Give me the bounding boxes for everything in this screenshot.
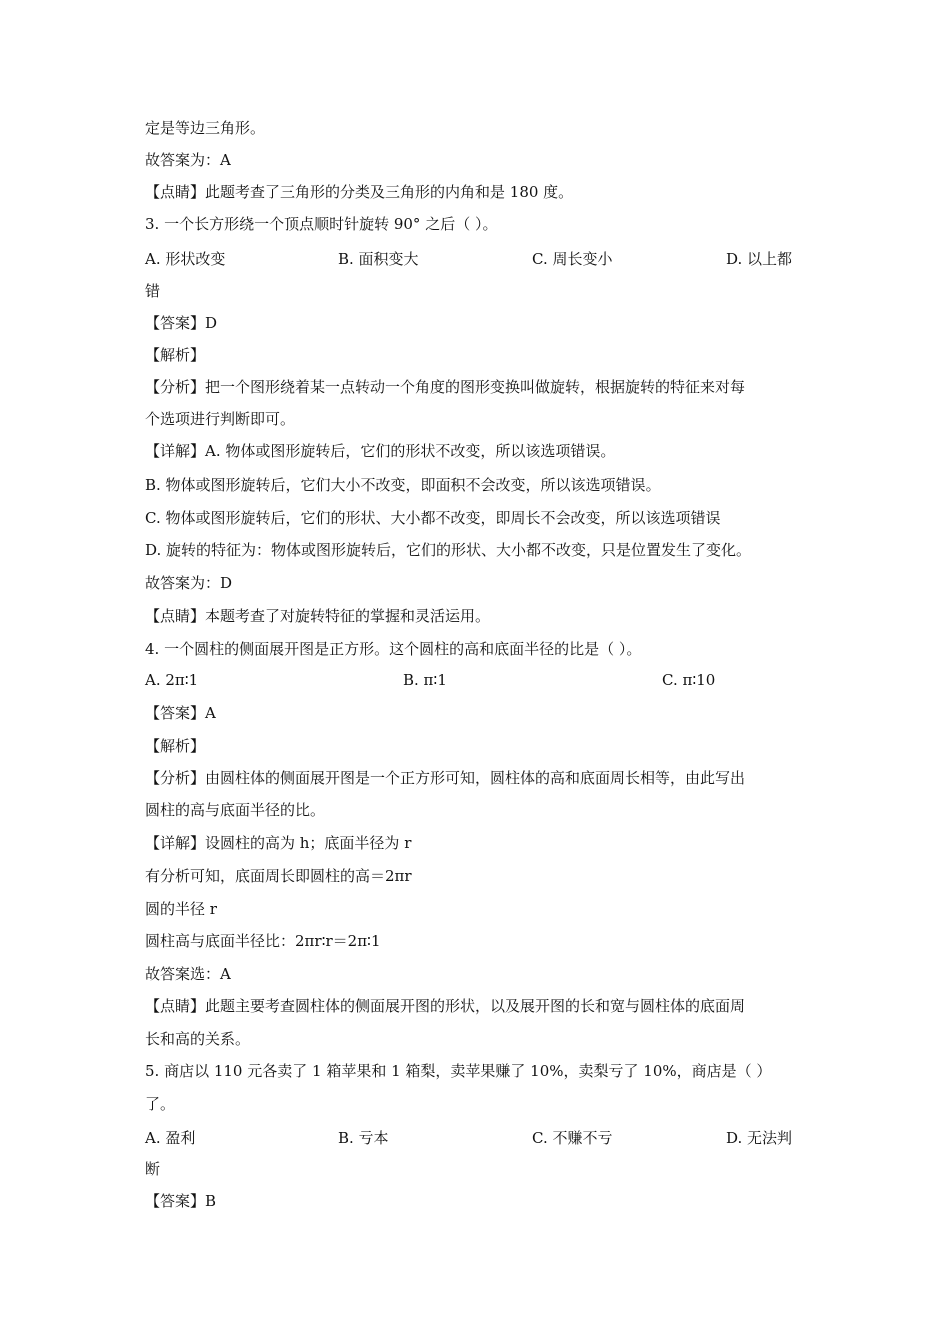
- q3-option-c: C. 周长变小: [532, 250, 613, 268]
- question-5-stem: 5. 商店以 110 元各卖了 1 箱苹果和 1 箱梨，卖苹果赚了 10%，卖梨亏了 10%，商店是（ ）: [145, 1062, 772, 1080]
- q5-option-c: C. 不赚不亏: [532, 1129, 613, 1147]
- text-line: 有分析可知，底面周长即圆柱的高＝2πr: [145, 867, 412, 885]
- text-line: 故答案为：D: [145, 574, 233, 592]
- question-3-stem: 3. 一个长方形绕一个顶点顺时针旋转 90° 之后（ ）。: [145, 215, 498, 233]
- answer-label: 【答案】B: [145, 1192, 217, 1210]
- answer-label: 【答案】A: [145, 704, 216, 722]
- answer-label: 【答案】D: [145, 314, 218, 332]
- text-line: 【点睛】此题主要考查圆柱体的侧面展开图的形状，以及展开图的长和宽与圆柱体的底面周: [145, 997, 746, 1015]
- text-line: 故答案为：A: [145, 151, 231, 169]
- text-line: D. 旋转的特征为：物体或图形旋转后，它们的形状、大小都不改变，只是位置发生了变化。: [145, 541, 752, 559]
- q3-option-d: D. 以上都: [726, 250, 793, 268]
- text-line: 圆柱的高与底面半径的比。: [145, 801, 326, 819]
- text-line: 个选项进行判断即可。: [145, 410, 296, 428]
- text-line: B. 物体或图形旋转后，它们大小不改变，即面积不会改变，所以该选项错误。: [145, 476, 661, 494]
- q4-option-c: C. π∶10: [662, 671, 716, 689]
- q5-option-d: D. 无法判: [726, 1129, 793, 1147]
- text-line: 【分析】由圆柱体的侧面展开图是一个正方形可知，圆柱体的高和底面周长相等，由此写出: [145, 769, 746, 787]
- text-line: 【详解】设圆柱的高为 h；底面半径为 r: [145, 834, 412, 852]
- text-line: 了。: [145, 1095, 176, 1113]
- q4-option-b: B. π∶1: [403, 671, 447, 689]
- text-line: 故答案选：A: [145, 965, 231, 983]
- q3-option-b: B. 面积变大: [338, 250, 419, 268]
- text-line: 断: [145, 1160, 161, 1178]
- q5-option-b: B. 亏本: [338, 1129, 389, 1147]
- text-line: C. 物体或图形旋转后，它们的形状、大小都不改变，即周长不会改变，所以该选项错误: [145, 509, 721, 527]
- text-line: 长和高的关系。: [145, 1030, 251, 1048]
- q5-option-a: A. 盈利: [145, 1129, 196, 1147]
- analysis-label: 【解析】: [145, 737, 206, 755]
- text-line: 错: [145, 282, 161, 300]
- text-line: 【点睛】本题考查了对旋转特征的掌握和灵活运用。: [145, 607, 491, 625]
- analysis-label: 【解析】: [145, 346, 206, 364]
- text-line: 【分析】把一个图形绕着某一点转动一个角度的图形变换叫做旋转，根据旋转的特征来对每: [145, 378, 746, 396]
- text-line: 圆柱高与底面半径比：2πr∶r＝2π∶1: [145, 932, 381, 950]
- question-4-stem: 4. 一个圆柱的侧面展开图是正方形。这个圆柱的高和底面半径的比是（ ）。: [145, 640, 642, 658]
- text-line: 定是等边三角形。: [145, 119, 266, 137]
- text-line: 【详解】A. 物体或图形旋转后，它们的形状不改变，所以该选项错误。: [145, 442, 616, 460]
- text-line: 圆的半径 r: [145, 900, 217, 918]
- text-line: 【点睛】此题考查了三角形的分类及三角形的内角和是 180 度。: [145, 183, 574, 201]
- q3-option-a: A. 形状改变: [145, 250, 226, 268]
- q4-option-a: A. 2π∶1: [145, 671, 199, 689]
